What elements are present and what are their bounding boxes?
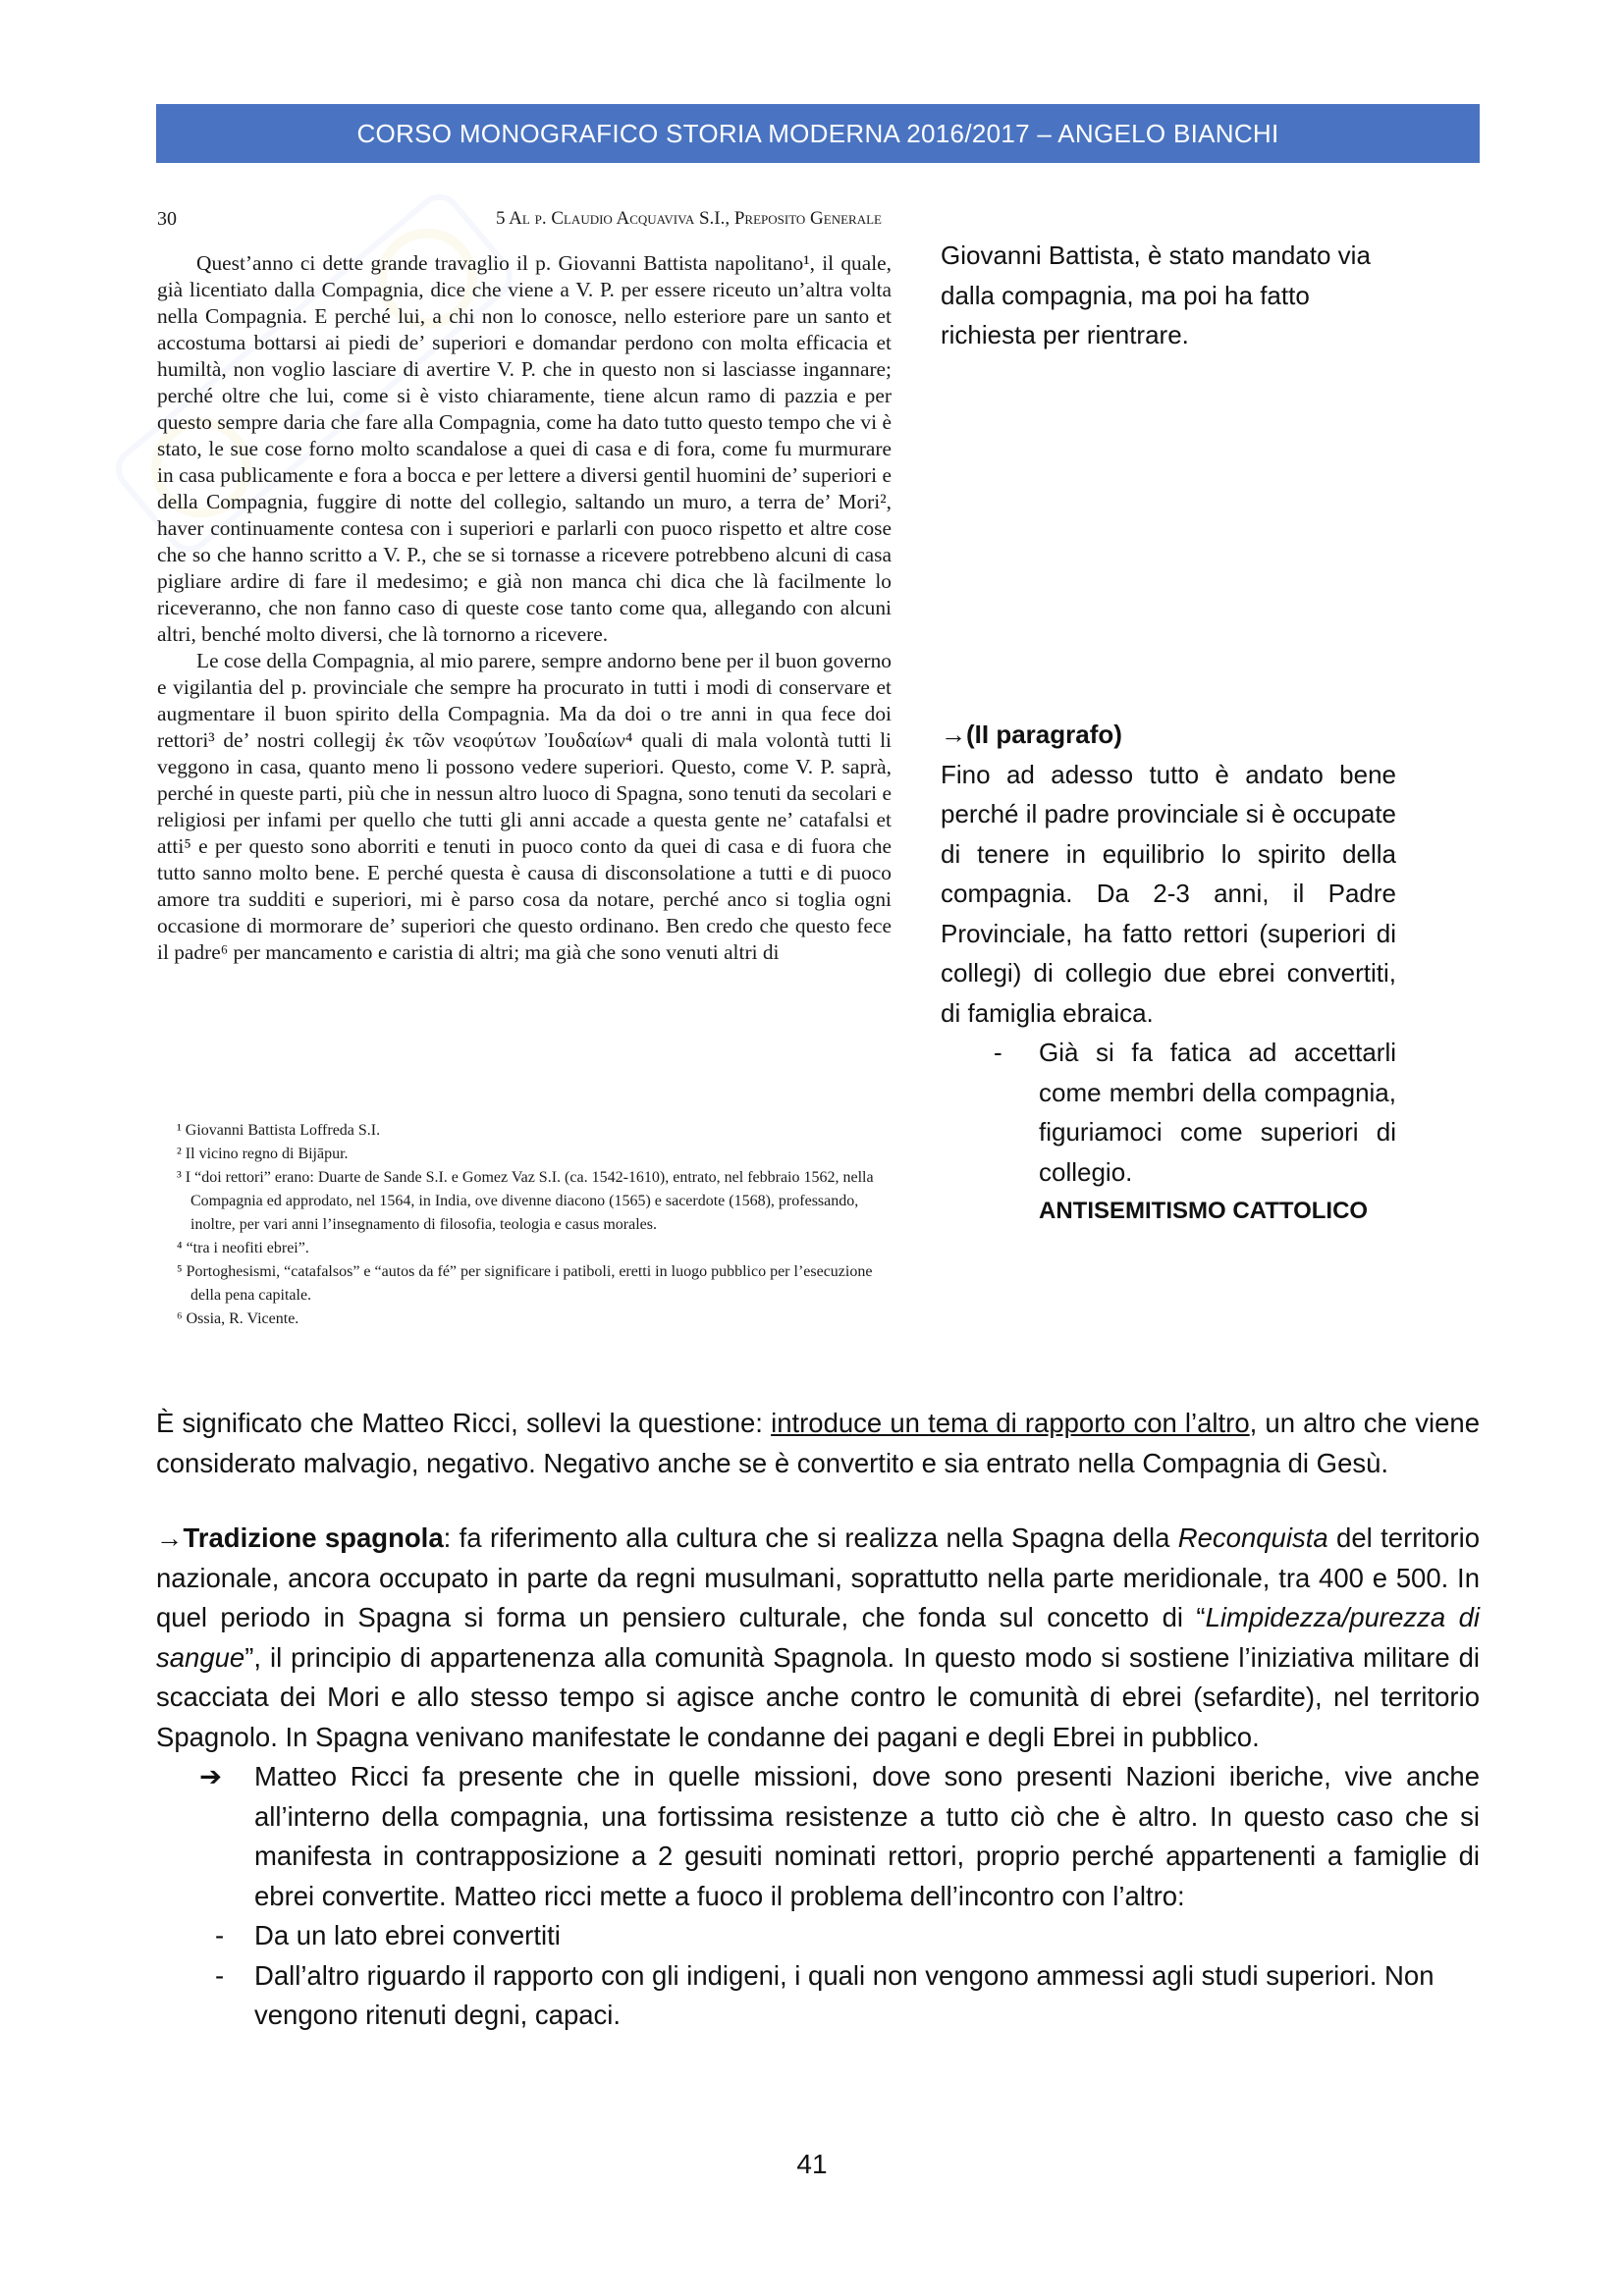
dash-list-text: Da un lato ebrei convertiti xyxy=(254,1920,561,1950)
arrow-icon: → xyxy=(156,1522,184,1553)
scan-running-title: 5 Al p. Claudio Acquaviva S.I., Preposito Generale xyxy=(495,208,882,229)
dash-list-item xyxy=(156,1916,1480,1956)
scan-paragraph-2: Le cose della Compagnia, al mio parere, sempre andorno bene per il buon governo e vigilantia del p. provinciale che sempre ha procurato in tutti i modi di conservare et augmentare il buon spirito della Compagnia. Ma da doi o tre anni in qua fece doi rettori³ de’ nostri collegij ἐκ τῶν νεοφύτων Ἰουδαίων⁴ quali di mala volontà tutti li veggono in casa, quanto meno li possono vedere superiori. Questo, come V. P. saprà, perché in queste parti, più che in nessun altro luoco di Spagna, sono tenuti da secolari e religiosi per infami per quello che tutti gli anni accade a questa gente ne’ catafalsi et atti⁵ e per questo sono aborriti e tenuti in puoco conto da quei di casa e di fuora che tutto sanno molto bene. E perché questa è causa di disconsolatione a tutti e di puoco amore tra sudditi e superiori, mi è parso cosa da notare, perché anco si toglia ogni occasione di mormorare de’ superiori che questo ordinano. Ben credo che questo fece il padre⁶ per mancamento e caristia di altri; ma già che sono venuti altri di xyxy=(157,649,892,964)
main-paragraph-1 xyxy=(156,1404,1480,1483)
arrow-list-text: Matteo Ricci fa presente che in quelle missioni, dove sono presenti Nazioni iberiche, vive anche all’interno della compagnia, una fortissima resistenze a tutto ciò che è altro. In questo caso che si manifesta in contrapposizione a 2 gesuiti nominati rettori, proprio perché appartenenti a famiglie di ebrei convertite. Matteo ricci mette a fuoco il problema dell’incontro con l’altro: xyxy=(254,1761,1480,1911)
header-title: CORSO MONOGRAFICO STORIA MODERNA 2016/2017 – ANGELO BIANCHI xyxy=(356,118,1279,148)
scan-footnote: ⁶ Ossia, R. Vicente. xyxy=(177,1310,299,1327)
main-paragraph-2 xyxy=(156,1519,1480,1757)
italic-text: Limpidezza/purezza di sangue xyxy=(156,1602,1480,1673)
bold-arrow-icon: ➔ xyxy=(199,1761,223,1791)
scan-paragraph-1: Quest’anno ci dette grande travaglio il p. Giovanni Battista napolitano¹, il quale, già licentiato dalla Compagnia, dice che viene a V. P. per essere riceuto un’altra volta nella Compagnia. E perché lui, a chi non lo conosce, nello esteriore pare un santo et accostuma bottarsi ai piedi de’ superiori e domandar perdono con molta efficacia et humiltà, non voglio lasciare di avertire V. P. che in questo non si lasciasse ingannare; perché oltre che lui, come si è visto chiaramente, tiene alcun ramo di pazzia e per questo sempre daria che fare alla Compagnia, come ha dato tutto questo tempo che vi è stato, le sue cose forno molto scandalose a quei di casa e di fora, come fu murmurare in casa publicamente e fora a bocca e per lettere a diversi gentil huomini de’ superiori e della Compagnia, fuggire di notte del collegio, saltando un muro, a terra de’ Mori², haver continuamente contesa con i superiori e parlarli con puoco rispetto et altre cose che so che hanno scritto a V. P., che se si tornasse a ricevere potrebbeno alcuni di casa pigliare ardire di fare il medesimo; e già non manca chi dica che là facilmente lo riceveranno, che non fanno caso di queste cose tanto come qua, allegando con alcuni altri, benché molto diversi, che là tornorno a ricevere. xyxy=(157,251,892,646)
text-run: : fa riferimento alla cultura che si realizza nella Spagna della xyxy=(443,1522,1178,1553)
scan-footnote: ⁵ Portoghesismi, “catafalsos” e “autos da fé” per significare i patiboli, eretti in luogo pubblico per l’esecuzione della pena capitale. xyxy=(177,1263,873,1304)
commentary-intro: Giovanni Battista, è stato mandato via dalla compagnia, ma poi ha fatto richiesta per rientrare. xyxy=(941,240,1371,349)
section-label xyxy=(941,715,1396,755)
arrow-list-item xyxy=(156,1757,1480,1916)
list-item xyxy=(941,1033,1396,1192)
dash-list-text: Dall’altro riguardo il rapporto con gli indigeni, i quali non vengono ammessi agli studi superiori. Non vengono ritenuti degni, capaci. xyxy=(254,1959,1435,2030)
scan-page-number: 30 xyxy=(157,208,177,230)
list-item-text: Già si fa fatica ad accettarli come membri della compagnia, figuriamoci come superiori di collegio. xyxy=(1039,1038,1396,1187)
scan-footnote: ² Il vicino regno di Bijāpur. xyxy=(177,1146,349,1162)
scanned-page xyxy=(157,208,892,1355)
dash-marker: - xyxy=(215,1959,225,1991)
scan-body xyxy=(157,250,892,966)
section-ii-paragraph xyxy=(941,715,1396,1232)
dash-list-item xyxy=(156,1956,1480,2036)
text-run: È significato che Matteo Ricci, sollevi la questione: xyxy=(156,1408,772,1438)
italic-text: Reconquista xyxy=(1177,1522,1328,1553)
scan-footnote: ³ I “doi rettori” erano: Duarte de Sande S.I. e Gomez Vaz S.I. (ca. 1542-1610), entrato, nel febbraio 1562, nella Compagnia ed approdato, nel 1564, in India, ove divenne diacono (1565) e sacerdote (1568), professando, inoltre, per vari anni l’insegnamento di filosofia, teologia e casus morales. xyxy=(177,1169,874,1233)
section-text: Fino ad adesso tutto è andato bene perché il padre provinciale si è occupate di tenere in equilibrio lo spirito della compagnia. Da 2-3 anni, il Padre Provinciale, ha fatto rettori (superiori di collegi) di collegio due ebrei convertiti, di famiglia ebraica. xyxy=(941,759,1396,1028)
arrow-icon: → xyxy=(941,720,966,749)
section-label-text: (II paragrafo) xyxy=(966,720,1122,749)
main-text xyxy=(156,1404,1480,2036)
dash-marker: - xyxy=(994,1038,1002,1067)
text-run: del territorio nazionale, ancora occupato in parte da regni musulmani, soprattutto nella parte meridionale, tra 400 e 500. In quel periodo in Spagna si forma un pensiero culturale, che fonda sul concetto di “ xyxy=(156,1522,1480,1632)
right-commentary xyxy=(941,236,1396,355)
text-run: ”, il principio di appartenenza alla comunità Spagnola. In questo modo si sostiene l’iniziativa militare di scacciata dei Mori e allo stesso tempo si agisce anche contro le comunità di ebrei (sefardite), nel territorio Spagnolo. In Spagna venivano manifestate le condanne dei pagani e degli Ebrei in pubblico. xyxy=(156,1641,1480,1752)
underlined-text: introduce un tema di rapporto con l’altro xyxy=(771,1408,1250,1438)
bold-label: Tradizione spagnola xyxy=(183,1522,444,1553)
page-number: 41 xyxy=(796,2149,828,2179)
scan-running-head xyxy=(157,208,892,231)
scan-footnote: ¹ Giovanni Battista Loffreda S.I. xyxy=(177,1122,381,1139)
dash-marker: - xyxy=(215,1920,225,1950)
text-run: , un altro che viene considerato malvagio, negativo. Negativo anche se è convertito e sia entrato nella Compagnia di Gesù. xyxy=(156,1408,1480,1478)
scan-footnote: ⁴ “tra i neofiti ebrei”. xyxy=(177,1240,309,1256)
scan-footnotes xyxy=(169,1119,895,1331)
caps-note: ANTISEMITISMO CATTOLICO xyxy=(1039,1198,1369,1224)
